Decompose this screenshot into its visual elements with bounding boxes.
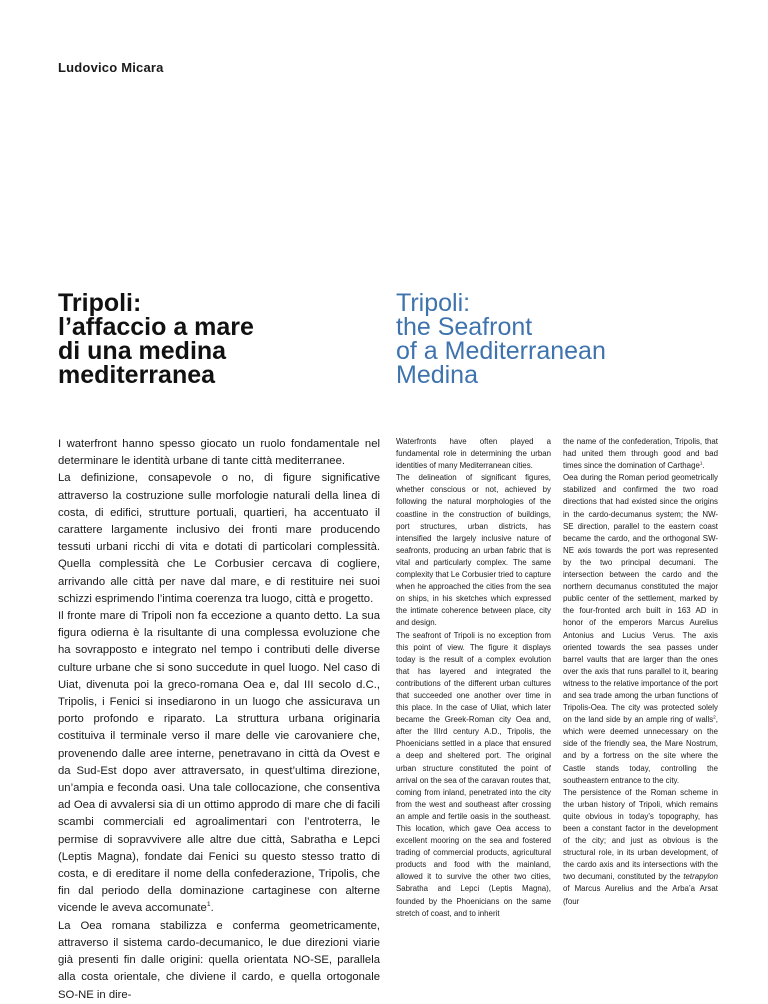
title-italian [58, 291, 358, 387]
paragraph-text: The persistence of the Roman scheme in the urban history of Tripoli, which remains quite obvious in today’s topography, has been a constant factor in the development of the city; and just as obvious is the structural role, in its urban development, of the cardo axis and its intersections with the two decumani, constituted by the [563, 787, 718, 882]
title-english-line: the Seafront [396, 313, 533, 341]
paragraph-text: . [702, 461, 705, 471]
paragraph [563, 472, 718, 786]
footnote-ref: 1 [699, 461, 703, 467]
emphasis-text: tetrapylon [683, 872, 718, 882]
paragraph-text: . [210, 902, 214, 915]
paragraph-text: Oea during the Roman period geometrically stabilized and confirmed the two road directions that had existed since the origins in the cardo-decumanus system; the NW-SE direction, parallel to the eastern coast became the cardo, and the orthogonal SW-NE axis towards the port was represented by the two principal decumani. The intersection between the cardo and the northern decumanus constituted the major public center of the settlement, marked by the four-fronted arch built in 163 AD in honor of the emperors Marcus Aurelius Antonius and Lucius Verus. The axis oriented towards the sea passes under barrel vaults that are larger than the ones over the axis that runs parallel to it, bearing witness to the relative importance of the port and sea trade among the urban functions of Tripolis-Oea. The city was protected solely on the land side by an ample ring of walls [563, 473, 718, 725]
title-italian-line: Tripoli: [58, 289, 142, 317]
paragraph-text: , which were deemed unnecessary on the side of the friendly sea, the Mare Nostrum, and by a fortress on the site where the Castle stands today, controlling the southeastern entrance to the city. [563, 715, 718, 785]
author-name: Ludovico Micara [58, 60, 164, 75]
paragraph: The delineation of significant figures, whether conscious or not, achieved by following the natural morphologies of the coastline in the construction of buildings, port structures, urban districts, has intensified the largely inclusive nature of seafronts, producing an urban fabric that is vital and particularly complex. The same complexity that Le Corbusier tried to capture when he approached the cities from the sea on ships, in his sketches which expressed the intimate coherence between place, city and design. [396, 473, 551, 628]
paragraph: La Oea romana stabilizza e conferma geometricamente, attraverso il sistema cardo-decumanico, le due direzioni viarie già presenti fin dalle origini: quella orientata NO-SE, parallela alla costa orientale, che diviene il cardo, e quella ortogonale SO-NE in dire- [58, 919, 380, 1001]
paragraph: I waterfront hanno spesso giocato un ruolo fondamentale nel determinare le identità urbane di tante città mediterranee. [58, 438, 380, 468]
title-english [396, 291, 716, 387]
footnote-ref: 2 [713, 715, 716, 721]
english-column-2 [563, 436, 718, 908]
title-italian-line: mediterranea [58, 361, 216, 389]
paragraph: The seafront of Tripoli is no exception from this point of view. The figure it displays today is the result of a complex evolution that has layered and integrated the contributions of the different urban cultures that succeeded one another over time in this place. In the case of Uliat, which later became the Greek-Roman city Oea and, after the IIIrd century A.D., Tripolis, the Phoenicians settled in a place that ensured a deep and sheltered port. The original urban structure constituted the point of arrival on the sea of the caravan routes that, coming from inland, penetrated into the city from the west and southeast after crossing an ample and fertile oasis in the southeast. This location, which gave Oea access to excellent mooring on the sea and fostered trading of commercial products, agricultural products and food with the mainland, allowed it to survive the other two cities, Sabratha and Lepci (Leptis Magna), founded by the Phoenicians on the same stretch of coast, and to inherit [396, 630, 551, 918]
paragraph [563, 436, 718, 472]
paragraph [563, 787, 718, 908]
title-english-line: Tripoli: [396, 289, 471, 317]
paragraph-text: of Marcus Aurelius and the Arba’a Arsat (four [563, 884, 718, 906]
paragraph-text: the name of the confederation, Tripolis, that had united them through good and bad times since the domination of Carthage [563, 437, 718, 471]
paragraph: La definizione, consapevole o no, di figure significative attraverso la costruzione sulle morfologie naturali della linea di costa, di edifici, strutture portuali, quartieri, ha accentuato il carattere largamente inclusivo dei fronti mare producendo tessuti urbani ricchi di vita e dotati di particolari complessità. Quella complessità che Le Corbusier cercava di cogliere, arrivando alle città per nave dal mare, e di restituire nei suoi schizzi esprimendo l’intima coerenza tra luogo, città e progetto. [58, 472, 380, 605]
english-column-1 [396, 436, 551, 920]
paragraph: Waterfronts have often played a fundamental role in determining the urban identities of many Mediterranean cities. [396, 437, 551, 471]
title-english-line: Medina [396, 361, 478, 389]
italian-body [58, 436, 380, 1004]
paragraph-text: Il fronte mare di Tripoli non fa eccezione a quanto detto. La sua figura odierna è la risultante di una complessa evoluzione che ha sovrapposto e integrato nel tempo i contributi delle diverse culture urbane che si sono succedute in quel luogo. Nel caso di Uiat, divenuta poi la greco-romana Oea e, dal III secolo d.C., Tripolis, i Fenici si insediarono in un luogo che assicurava un porto profondo e riparato. La struttura urbana originaria costituiva il terminale verso il mare delle vie carovaniere che, provenendo dalle aree interne, penetravano in città da Ovest e da Sud-Est dopo aver attraversato, in quest’ultima direzione, un’ampia e feconda oasi. Una tale collocazione, che consentiva ad Oea di avvalersi sia di un ottimo approdo di mare che di facili scambi commerciali ed agroalimentari con l’entroterra, le permise di sopravvivere alle altre due città, Sabratha e Lepci (Leptis Magna), fondate dai Fenici su questo stesso tratto di costa, e di ereditare il nome della confederazione, Tripolis, che fin dal periodo della dominazione cartaginese con alterne vicende le aveva accomunate [58, 610, 380, 915]
footnote-ref: 1 [206, 901, 211, 909]
title-italian-line: l’affaccio a mare [58, 313, 254, 341]
title-english-line: of a Mediterranean [396, 337, 606, 365]
paragraph [58, 608, 380, 918]
title-italian-line: di una medina [58, 337, 227, 365]
